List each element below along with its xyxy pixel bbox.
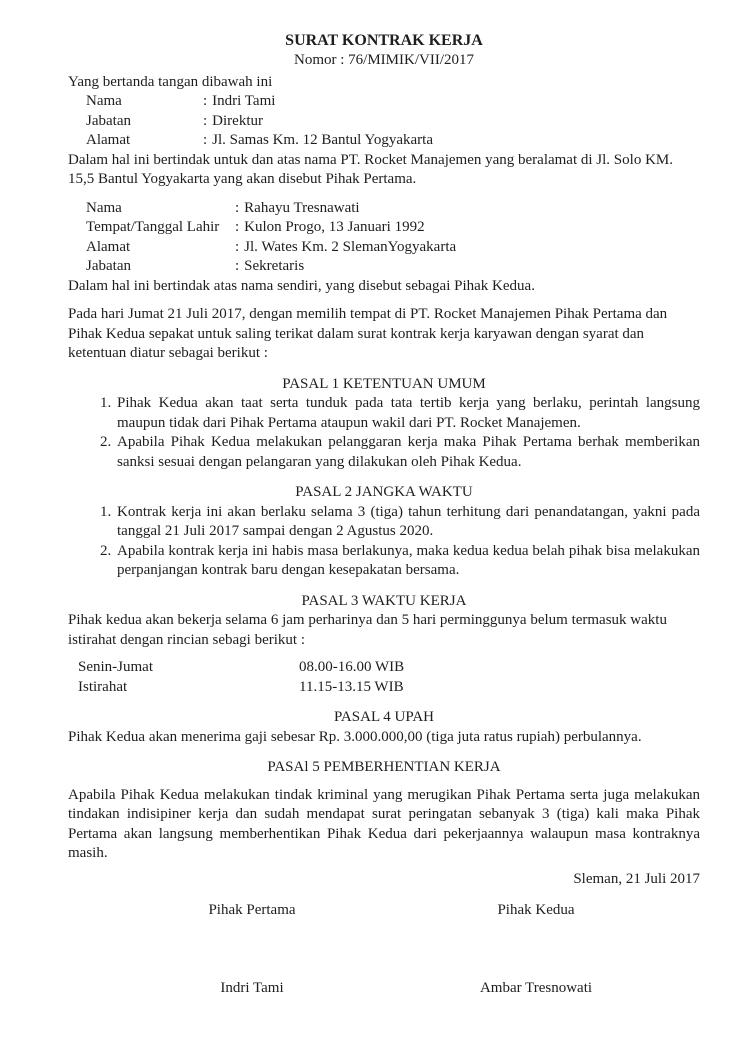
pasal-section (68, 708, 700, 747)
field-row (86, 257, 700, 277)
pasal-item: 1. Kontrak kerja ini akan berlaku selama 3 (tiga) tahun terhitung dari penandatangan, yakni pada tanggal 21 Juli 2017 sampai dengan 2 Agustus 2020. (115, 503, 700, 542)
field-colon: : (203, 112, 208, 129)
pasal-item: 2. Apabila Pihak Kedua melakukan pelanggaran kerja maka Pihak Pertama berhak memberikan sanksi sesuai dengan pelangaran yang dilakukan oleh Pihak Kedua. (115, 433, 700, 472)
schedule-row (78, 658, 700, 678)
field-colon: : (235, 199, 240, 216)
opening-paragraph: Pada hari Jumat 21 Juli 2017, dengan memilih tempat di PT. Rocket Manajemen Pihak Pertama dan Pihak Kedua sepakat untuk saling terikat dalam surat kontrak kerja karyawan dengan syarat dan ketentuan diatur sebagai berikut : (68, 306, 668, 361)
field-colon: : (203, 132, 208, 148)
signature-column (68, 901, 436, 998)
signature-name: Indri Tami (220, 979, 284, 996)
field-row (86, 199, 700, 219)
pasal-section (68, 483, 700, 581)
field-label: Jabatan (86, 258, 131, 274)
field-value: Rahayu Tresnawati (244, 199, 360, 216)
field-colon: : (203, 93, 208, 109)
pasal-paragraph: Apabila Pihak Kedua melakukan tindak kriminal yang merugikan Pihak Pertama serta juga melakukan tindakan indisipiner kerja dan sudah mendapat surat peringatan sebanyak 3 (tiga) kali maka Pihak Pertama akan langsung memberhentikan Pihak Kedua dari pekerjaannya walaupun masa kontraknya masih. (68, 786, 700, 861)
party-second-note: Dalam hal ini bertindak atas nama sendiri, yang disebut sebagai Pihak Kedua. (68, 277, 535, 294)
place-date-line: Sleman, 21 Juli 2017 (573, 870, 700, 887)
field-row (86, 112, 700, 132)
schedule-time: 11.15-13.15 WIB (299, 678, 404, 695)
field-label: Nama (86, 93, 122, 109)
field-value: Sekretaris (244, 258, 305, 274)
field-label: Alamat (86, 132, 131, 148)
field-row (86, 131, 700, 151)
pasal-paragraph: Pihak Kedua akan menerima gaji sebesar Rp. 3.000.000,00 (tiga juta ratus rupiah) perbulannya. (68, 728, 642, 745)
signature-role: Pihak Pertama (208, 902, 296, 918)
signature-row (68, 901, 700, 998)
pasal-item: 1. Pihak Kedua akan taat serta tunduk pada tata tertib kerja yang berlaku, perintah langsung maupun tidak dari Pihak Pertama ataupun wakil dari PT. Rocket Manajemen. (115, 394, 700, 433)
schedule-time: 08.00-16.00 WIB (299, 659, 405, 675)
field-colon: : (235, 238, 240, 255)
pasal-heading: PASAL 2 JANGKA WAKTU (295, 484, 473, 500)
field-value: Jl. Wates Km. 2 SlemanYogyakarta (244, 238, 457, 255)
pasal-item-list (68, 503, 700, 581)
document-number: Nomor : 76/MIMIK/VII/2017 (294, 52, 474, 68)
schedule-day: Senin-Jumat (78, 659, 153, 675)
field-label: Alamat (86, 238, 131, 255)
field-value: Indri Tami (212, 93, 276, 109)
signature-name: Ambar Tresnowati (479, 979, 593, 996)
document-title: SURAT KONTRAK KERJA (285, 32, 483, 49)
schedule-day: Istirahat (78, 678, 128, 695)
pasal-section (68, 758, 700, 864)
pasal-heading: PASAl 5 PEMBERHENTIAN KERJA (267, 759, 501, 775)
field-row (86, 238, 700, 258)
field-value: Kulon Progo, 13 Januari 1992 (244, 219, 425, 235)
pasal-item: 2. Apabila kontrak kerja ini habis masa berlakunya, maka kedua kedua belah pihak bisa melakukan perpanjangan kontrak baru dengan kesepakatan bersama. (115, 542, 700, 581)
pasal-heading: PASAL 1 KETENTUAN UMUM (282, 375, 486, 392)
signature-column (436, 901, 636, 998)
field-colon: : (235, 219, 240, 235)
party-first-fields (68, 92, 700, 151)
signature-role: Pihak Kedua (497, 902, 575, 918)
field-value: Jl. Samas Km. 12 Bantul Yogyakarta (212, 132, 433, 148)
field-label: Jabatan (86, 112, 131, 129)
pasal-section (68, 592, 700, 698)
pasal-item-list (68, 394, 700, 472)
intro-line: Yang bertanda tangan dibawah ini (68, 73, 273, 90)
field-label: Nama (86, 199, 122, 216)
pasal-section (68, 375, 700, 473)
field-row (86, 218, 700, 238)
field-colon: : (235, 258, 240, 274)
pasal-sections (68, 375, 700, 864)
work-schedule (78, 658, 700, 697)
field-row (86, 92, 700, 112)
party-second-fields (68, 199, 700, 277)
field-label: Tempat/Tanggal Lahir (86, 219, 220, 235)
pasal-heading: PASAL 4 UPAH (333, 709, 435, 725)
field-value: Direktur (212, 112, 263, 129)
pasal-heading: PASAL 3 WAKTU KERJA (301, 592, 467, 609)
schedule-row (78, 678, 700, 698)
party-first-note: Dalam hal ini bertindak untuk dan atas nama PT. Rocket Manajemen yang beralamat di Jl. Solo KM. 15,5 Bantul Yogyakarta yang akan disebut Pihak Pertama. (68, 151, 673, 187)
pasal-paragraph: Pihak kedua akan bekerja selama 6 jam perharinya dan 5 hari perminggunya belum termasuk waktu istirahat dengan rincian sebagi berikut : (68, 612, 667, 648)
